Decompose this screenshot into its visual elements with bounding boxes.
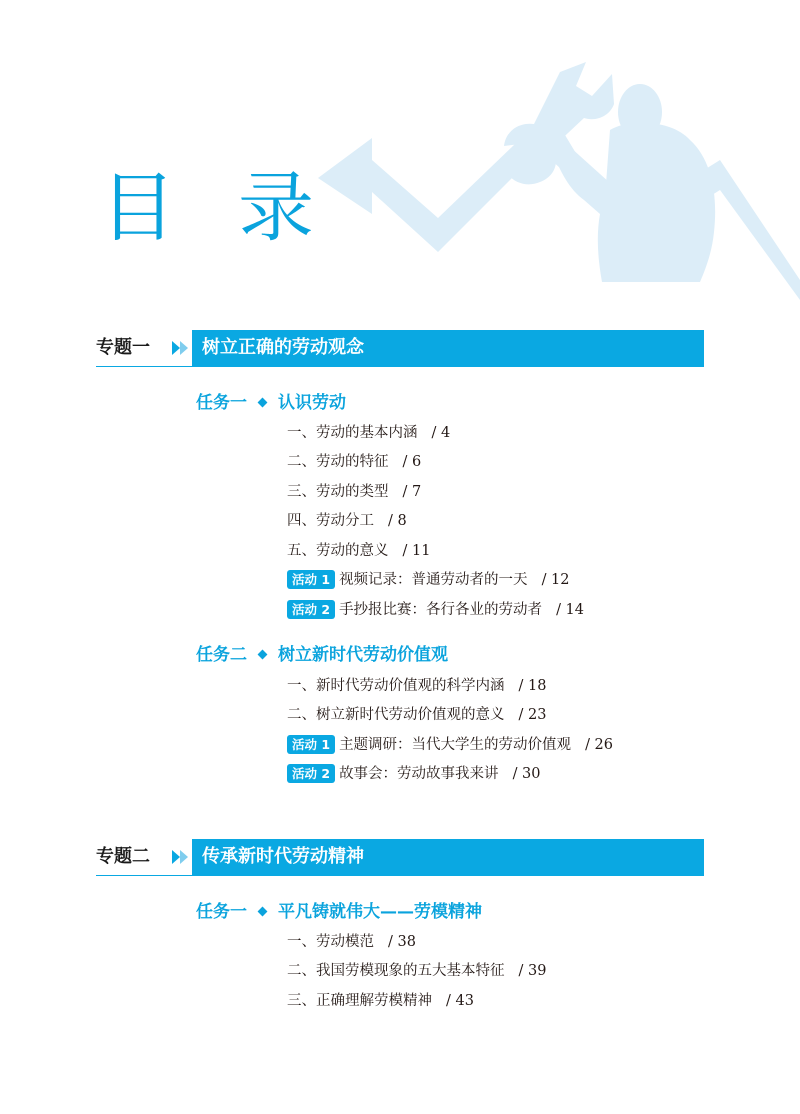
activity-badge: 活动 2: [287, 764, 335, 783]
entry-page: / 12: [541, 572, 570, 588]
entry-text: 四、劳动分工: [287, 513, 374, 529]
entry-page: / 7: [402, 484, 422, 500]
entry-text: 一、劳动的基本内涵: [287, 425, 418, 441]
entry-page: / 14: [556, 602, 585, 618]
entry-text: 二、树立新时代劳动价值观的意义: [287, 707, 505, 723]
entry-page: / 6: [402, 454, 422, 470]
section-label: 专题一: [96, 337, 150, 358]
double-chevron-right-icon: [172, 340, 192, 356]
section-heading-band: [192, 330, 704, 366]
entry-page: / 43: [446, 993, 474, 1009]
entry-page: / 23: [518, 707, 547, 723]
task-title: 树立新时代劳动价值观: [278, 645, 448, 665]
toc-entry[interactable]: [287, 990, 474, 1012]
section-heading-band: [192, 839, 704, 875]
toc-activity-entry[interactable]: [287, 763, 541, 785]
header-decoration: [0, 0, 800, 300]
activity-badge: 活动 2: [287, 600, 335, 619]
toc-entry[interactable]: [287, 675, 546, 697]
task-title: 平凡铸就伟大——劳模精神: [278, 902, 482, 922]
entry-text: 一、新时代劳动价值观的科学内涵: [287, 678, 505, 694]
entry-page: / 4: [431, 425, 451, 441]
entry-text: 二、劳动的特征: [287, 454, 389, 470]
diamond-icon: [258, 649, 268, 659]
entry-text: 三、正确理解劳模精神: [287, 993, 432, 1009]
task-heading[interactable]: [196, 391, 346, 415]
entry-text: 故事会：劳动故事我来讲: [339, 766, 499, 782]
task-label: 任务一: [196, 393, 247, 413]
activity-badge: 活动 1: [287, 735, 335, 754]
entry-text: 一、劳动模范: [287, 934, 374, 950]
task-heading[interactable]: [196, 643, 448, 667]
section-header[interactable]: [96, 839, 704, 875]
title-char-1: 目: [100, 163, 178, 252]
entry-text: 主题调研：当代大学生的劳动价值观: [339, 737, 572, 753]
task-label: 任务一: [196, 902, 247, 922]
toc-activity-entry[interactable]: [287, 599, 584, 621]
entry-page: / 18: [518, 678, 547, 694]
section-label: 专题二: [96, 846, 150, 867]
toc-entry[interactable]: [287, 540, 430, 562]
entry-text: 手抄报比赛：各行各业的劳动者: [339, 602, 543, 618]
section-divider: [96, 366, 704, 367]
entry-text: 二、我国劳模现象的五大基本特征: [287, 963, 505, 979]
toc-entry[interactable]: [287, 422, 450, 444]
activity-badge: 活动 1: [287, 570, 335, 589]
worker-silhouette: [540, 120, 715, 282]
entry-page: / 26: [585, 737, 614, 753]
task-title: 认识劳动: [278, 393, 346, 413]
section-divider: [96, 875, 704, 876]
toc-entry[interactable]: [287, 960, 546, 982]
entry-page: / 8: [388, 513, 407, 529]
entry-page: / 30: [512, 766, 541, 782]
section-heading: 树立正确的劳动观念: [202, 337, 364, 358]
entry-page: / 11: [402, 543, 431, 559]
double-chevron-right-icon: [172, 849, 192, 865]
task-heading[interactable]: [196, 900, 482, 924]
section-header[interactable]: [96, 330, 704, 366]
toc-entry[interactable]: [287, 704, 546, 726]
entry-page: / 38: [388, 934, 416, 950]
diamond-icon: [258, 906, 268, 916]
section-heading: 传承新时代劳动精神: [202, 846, 364, 867]
toc-entry[interactable]: [287, 451, 421, 473]
page-title: [100, 163, 316, 252]
toc-entry[interactable]: [287, 481, 421, 503]
toc-entry[interactable]: [287, 510, 407, 532]
title-char-2: 录: [238, 163, 316, 252]
entry-text: 三、劳动的类型: [287, 484, 389, 500]
task-label: 任务二: [196, 645, 247, 665]
toc-activity-entry[interactable]: [287, 569, 570, 591]
entry-page: / 39: [518, 963, 547, 979]
toc-activity-entry[interactable]: [287, 734, 613, 756]
entry-text: 视频记录：普通劳动者的一天: [339, 572, 528, 588]
toc-entry[interactable]: [287, 931, 416, 953]
entry-text: 五、劳动的意义: [287, 543, 389, 559]
diamond-icon: [258, 397, 268, 407]
